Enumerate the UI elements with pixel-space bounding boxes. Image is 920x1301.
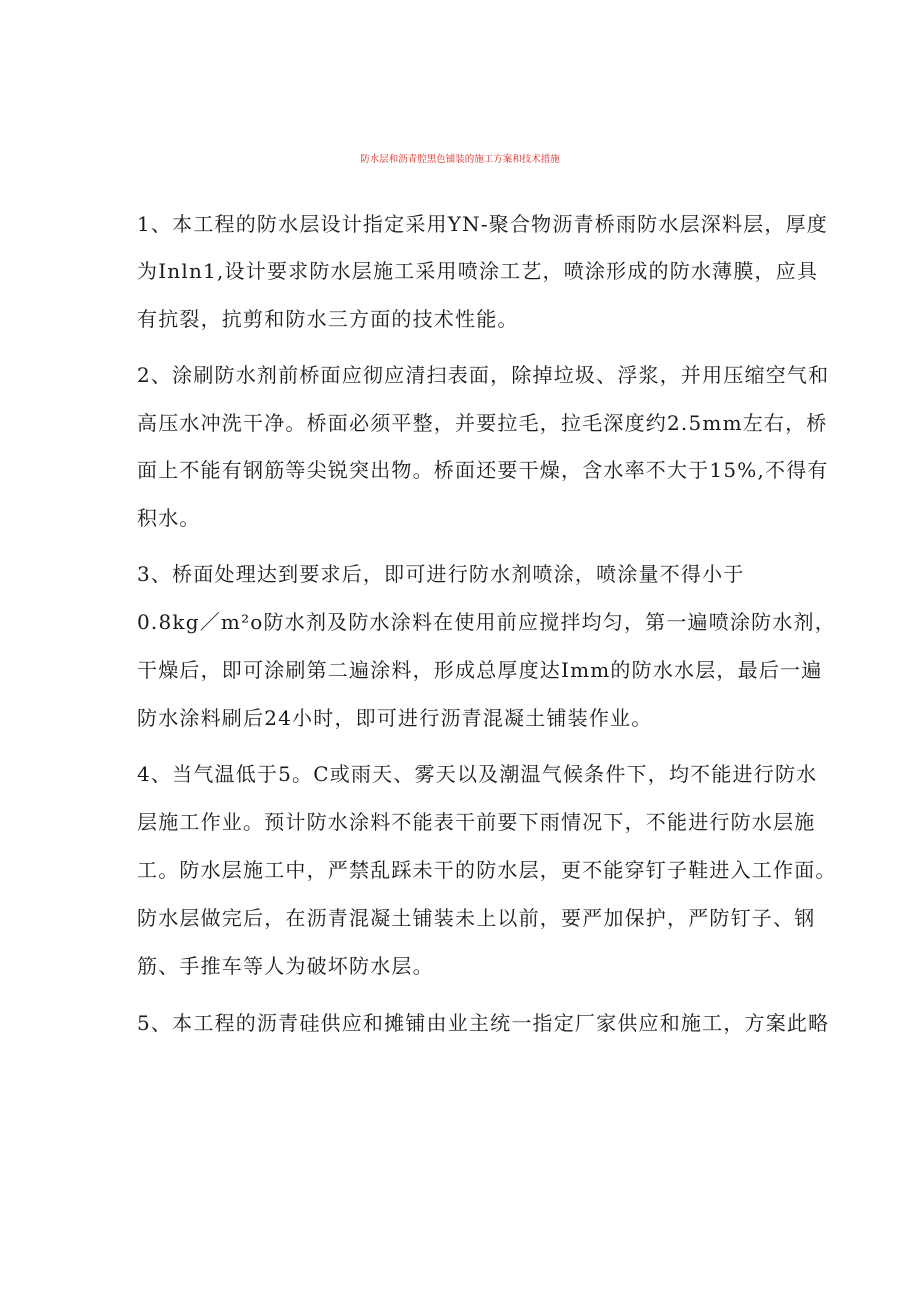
paragraph-1-line-1: 1、本工程的防水层设计指定采用YN-聚合物沥青桥雨防水层深料层，厚度 <box>137 212 828 236</box>
document-title: 防水层和沥青腔黑色铺装的施工方案和技术措施 <box>360 154 560 165</box>
paragraph-2-line-1: 2、涂刷防水剂前桥面应彻应清扫表面，除掉垃圾、浮浆，并用压缩空气和 <box>137 363 830 387</box>
paragraph-3-line-4: 防水涂料刷后24小时，即可进行沥青混凝土铺装作业。 <box>137 706 653 730</box>
paragraph-2-line-3: 面上不能有钢筋等尖锐突出物。桥面还要干燥，含水率不大于15%,不得有 <box>137 458 829 482</box>
paragraph-1-line-3: 有抗裂，抗剪和防水三方面的技术性能。 <box>137 307 519 331</box>
paragraph-4-line-5: 筋、手推车等人为破坏防水层。 <box>137 954 434 978</box>
paragraph-2-line-4: 积水。 <box>137 506 201 530</box>
paragraph-3-line-3: 干燥后，即可涂刷第二遍涂料，形成总厚度达Imm的防水水层，最后一遍 <box>137 658 823 682</box>
paragraph-4-line-2: 层施工作业。预计防水涂料不能表干前要下雨情况下，不能进行防水层施 <box>137 810 816 834</box>
paragraph-4-line-1: 4、当气温低于5。C或雨天、雾天以及潮温气候条件下，均不能进行防水 <box>137 762 818 786</box>
paragraph-3-line-1: 3、桥面处理达到要求后，即可进行防水剂喷涂，喷涂量不得小于 <box>137 562 745 586</box>
paragraph-1-line-2: 为Inln1,设计要求防水层施工采用喷涂工艺，喷涂形成的防水薄膜，应具 <box>137 259 819 283</box>
paragraph-4-line-3: 工。防水层施工中，严禁乱踩未干的防水层，更不能穿钉子鞋进入工作面。 <box>137 858 837 882</box>
paragraph-2-line-2: 高压水冲洗干净。桥面必须平整，并要拉毛，拉毛深度约2.5mm左右，桥 <box>137 411 828 435</box>
paragraph-4-line-4: 防水层做完后，在沥青混凝土铺装未上以前，要严加保护，严防钉子、钢 <box>137 906 816 930</box>
paragraph-5-line-1: 5、本工程的沥青硅供应和摊铺由业主统一指定厂家供应和施工，方案此略 <box>137 1011 830 1035</box>
paragraph-3-line-2: 0.8kg／m²o防水剂及防水涂料在使用前应搅拌均匀，第一遍喷涂防水剂， <box>137 610 836 634</box>
